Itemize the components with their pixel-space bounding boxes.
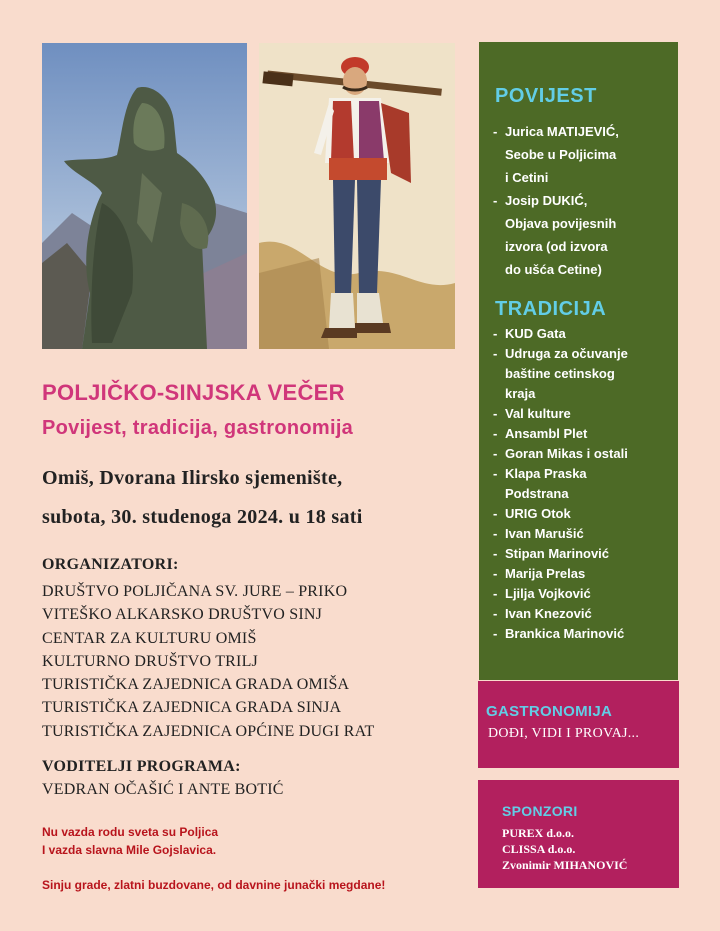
tradicija-item: - Udruga za očuvanje baštine cetinskog kraja bbox=[493, 344, 628, 404]
quote-line-1: Nu vazda rodu sveta su Poljica bbox=[42, 825, 219, 839]
tradicija-item: - KUD Gata bbox=[493, 324, 628, 344]
organizers-list bbox=[42, 580, 375, 743]
organizer-item: TURISTIČKA ZAJEDNICA GRADA SINJA bbox=[42, 699, 342, 717]
sponzori-heading: SPONZORI bbox=[502, 803, 578, 819]
tradicija-item: - Goran Mikas i ostali bbox=[493, 444, 628, 464]
gastronomija-heading: GASTRONOMIJA bbox=[486, 703, 613, 720]
sponsor-item: CLISSA d.o.o. bbox=[502, 842, 576, 856]
event-subtitle: Povijest, tradicija, gastronomija bbox=[42, 417, 354, 439]
povijest-heading: POVIJEST bbox=[495, 85, 597, 107]
gastronomija-text: DOĐI, VIDI I PROVAJ... bbox=[488, 726, 640, 741]
statue-photo bbox=[42, 43, 247, 349]
tradicija-item: - Stipan Marinović bbox=[493, 544, 628, 564]
event-venue: Omiš, Dvorana Ilirsko sjemenište, bbox=[42, 467, 343, 489]
povijest-item: - Jurica MATIJEVIĆ, Seobe u Poljicima i Cetini bbox=[493, 120, 619, 189]
tradicija-item: - Ljilja Vojković bbox=[493, 584, 628, 604]
sponsor-item: Zvonimir MIHANOVIĆ bbox=[502, 858, 628, 872]
povijest-item: - Josip DUKIĆ, Objava povijesnih izvora (od izvora do ušća Cetine) bbox=[493, 189, 619, 281]
program-panel bbox=[479, 42, 678, 680]
organizer-item: TURISTIČKA ZAJEDNICA OPĆINE DUGI RAT bbox=[42, 722, 375, 740]
organizers-heading: ORGANIZATORI: bbox=[42, 556, 179, 573]
organizer-item: VITEŠKO ALKARSKO DRUŠTVO SINJ bbox=[42, 606, 323, 624]
hosts-heading: VODITELJI PROGRAMA: bbox=[42, 758, 241, 775]
tradicija-item: - Brankica Marinović bbox=[493, 624, 628, 644]
event-date: subota, 30. studenoga 2024. u 18 sati bbox=[42, 506, 363, 528]
tradicija-list bbox=[493, 324, 628, 644]
tradicija-item: - Val kulture bbox=[493, 404, 628, 424]
sponzori-panel bbox=[478, 780, 679, 888]
hosts-names: VEDRAN OČAŠIĆ I ANTE BOTIĆ bbox=[42, 781, 284, 798]
organizer-item: DRUŠTVO POLJIČANA SV. JURE – PRIKO bbox=[42, 583, 348, 600]
tradicija-item: - URIG Otok bbox=[493, 504, 628, 524]
organizer-item: TURISTIČKA ZAJEDNICA GRADA OMIŠA bbox=[42, 676, 350, 694]
tradicija-item: - Ivan Knezović bbox=[493, 604, 628, 624]
sponzori-list bbox=[502, 825, 627, 873]
gastronomija-panel bbox=[478, 681, 679, 768]
quote-line-2: I vazda slavna Mile Gojslavica. bbox=[42, 843, 217, 857]
tradicija-item: - Marija Prelas bbox=[493, 564, 628, 584]
tradicija-heading: TRADICIJA bbox=[495, 298, 607, 320]
tradicija-item: - Ansambl Plet bbox=[493, 424, 628, 444]
tradicija-item: - Ivan Marušić bbox=[493, 524, 628, 544]
statue-illustration bbox=[42, 43, 247, 349]
event-title: POLJIČKO-SINJSKA VEČER bbox=[42, 380, 345, 405]
warrior-illustration bbox=[259, 43, 455, 349]
tradicija-item: - Klapa Praska Podstrana bbox=[493, 464, 628, 504]
organizer-item: CENTAR ZA KULTURU OMIŠ bbox=[42, 629, 257, 647]
quote-line-3: Sinju grade, zlatni buzdovane, od davnine junački megdane! bbox=[42, 878, 386, 892]
organizer-item: KULTURNO DRUŠTVO TRILJ bbox=[42, 652, 258, 670]
warrior-illustration-photo bbox=[259, 43, 455, 349]
povijest-list bbox=[493, 120, 619, 281]
sponsor-item: PUREX d.o.o. bbox=[502, 826, 575, 840]
